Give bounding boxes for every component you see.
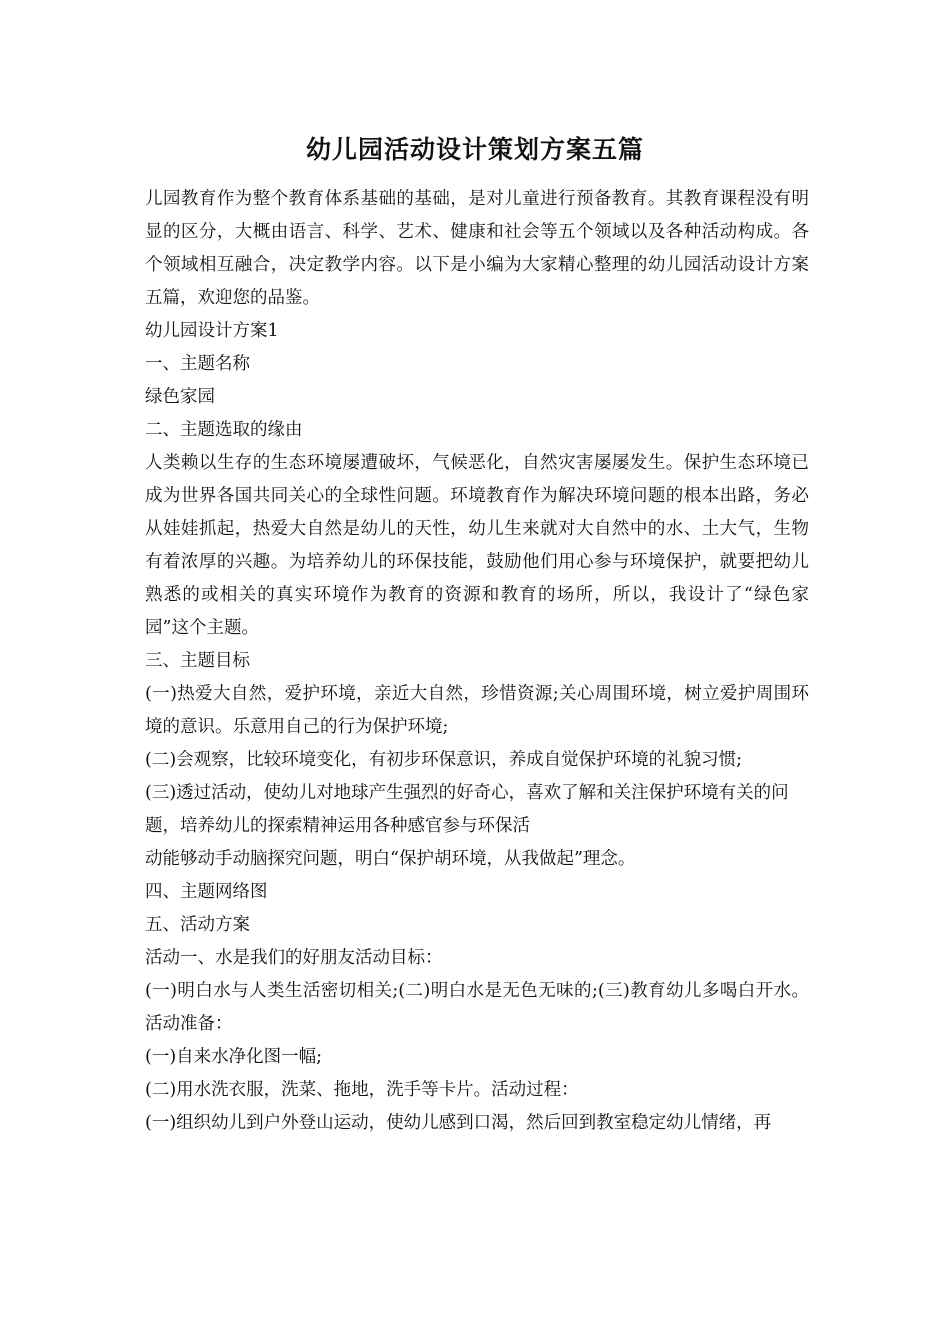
section-heading: 五、活动方案 — [145, 915, 250, 935]
paragraph: 绿色家园 — [145, 387, 215, 407]
paragraph: (一)明白水与人类生活密切相关;(二)明白水是无色无味的;(三)教育幼儿多喝白开水。活动准备： — [145, 981, 809, 1034]
list-item: (一)自来水净化图一幅; — [145, 1047, 323, 1067]
activity-heading: 活动一、水是我们的好朋友活动目标： — [145, 948, 443, 968]
plan-heading: 幼儿园设计方案1 — [145, 321, 279, 341]
section-heading: 四、主题网络图 — [145, 882, 268, 902]
document-title: 幼儿园活动设计策划方案五篇 — [305, 135, 644, 164]
goal-item: (一)热爱大自然，爱护环境，亲近大自然，珍惜资源;关心周围环境，树立爱护周围环境的意识。乐意用自己的行为保护环境; — [145, 684, 809, 737]
document-body — [145, 183, 809, 1140]
section-heading: 三、主题目标 — [145, 651, 250, 671]
intro-paragraph: 儿园教育作为整个教育体系基础的基础，是对儿童进行预备教育。其教育课程没有明显的区分，大概由语言、科学、艺术、健康和社会等五个领域以及各种活动构成。各个领域相互融合，决定教学内容。以下是小编为大家精心整理的幼儿园活动设计方案五篇，欢迎您的品鉴。 — [145, 189, 809, 308]
list-item: (一)组织幼儿到户外登山运动，使幼儿感到口渴，然后回到教室稳定幼儿情绪，再 — [145, 1113, 772, 1133]
paragraph: 人类赖以生存的生态环境屡遭破坏，气候恶化，自然灾害屡屡发生。保护生态环境已成为世界各国共同关心的全球性问题。环境教育作为解决环境问题的根本出路，务必从娃娃抓起，热爱大自然是幼儿的天性，幼儿生来就对大自然中的水、土大气，生物有着浓厚的兴趣。为培养幼儿的环保技能，鼓励他们用心参与环境保护，就要把幼儿熟悉的或相关的真实环境作为教育的资源和教育的场所，所以，我设计了“绿色家园”这个主题。 — [145, 453, 809, 638]
section-heading: 二、主题选取的缘由 — [145, 420, 303, 440]
list-item: (二)用水洗衣服，洗菜、拖地，洗手等卡片。活动过程： — [145, 1080, 579, 1100]
goal-item: (三)透过活动，使幼儿对地球产生强烈的好奇心，喜欢了解和关注保护环境有关的问题，培养幼儿的探索精神运用各种感官参与环保活 — [145, 783, 789, 836]
paragraph: 动能够动手动脑探究问题，明白“保护胡环境，从我做起”理念。 — [145, 849, 636, 869]
goal-item: (二)会观察，比较环境变化，有初步环保意识，养成自觉保护环境的礼貌习惯; — [145, 750, 743, 770]
section-heading: 一、主题名称 — [145, 354, 250, 374]
